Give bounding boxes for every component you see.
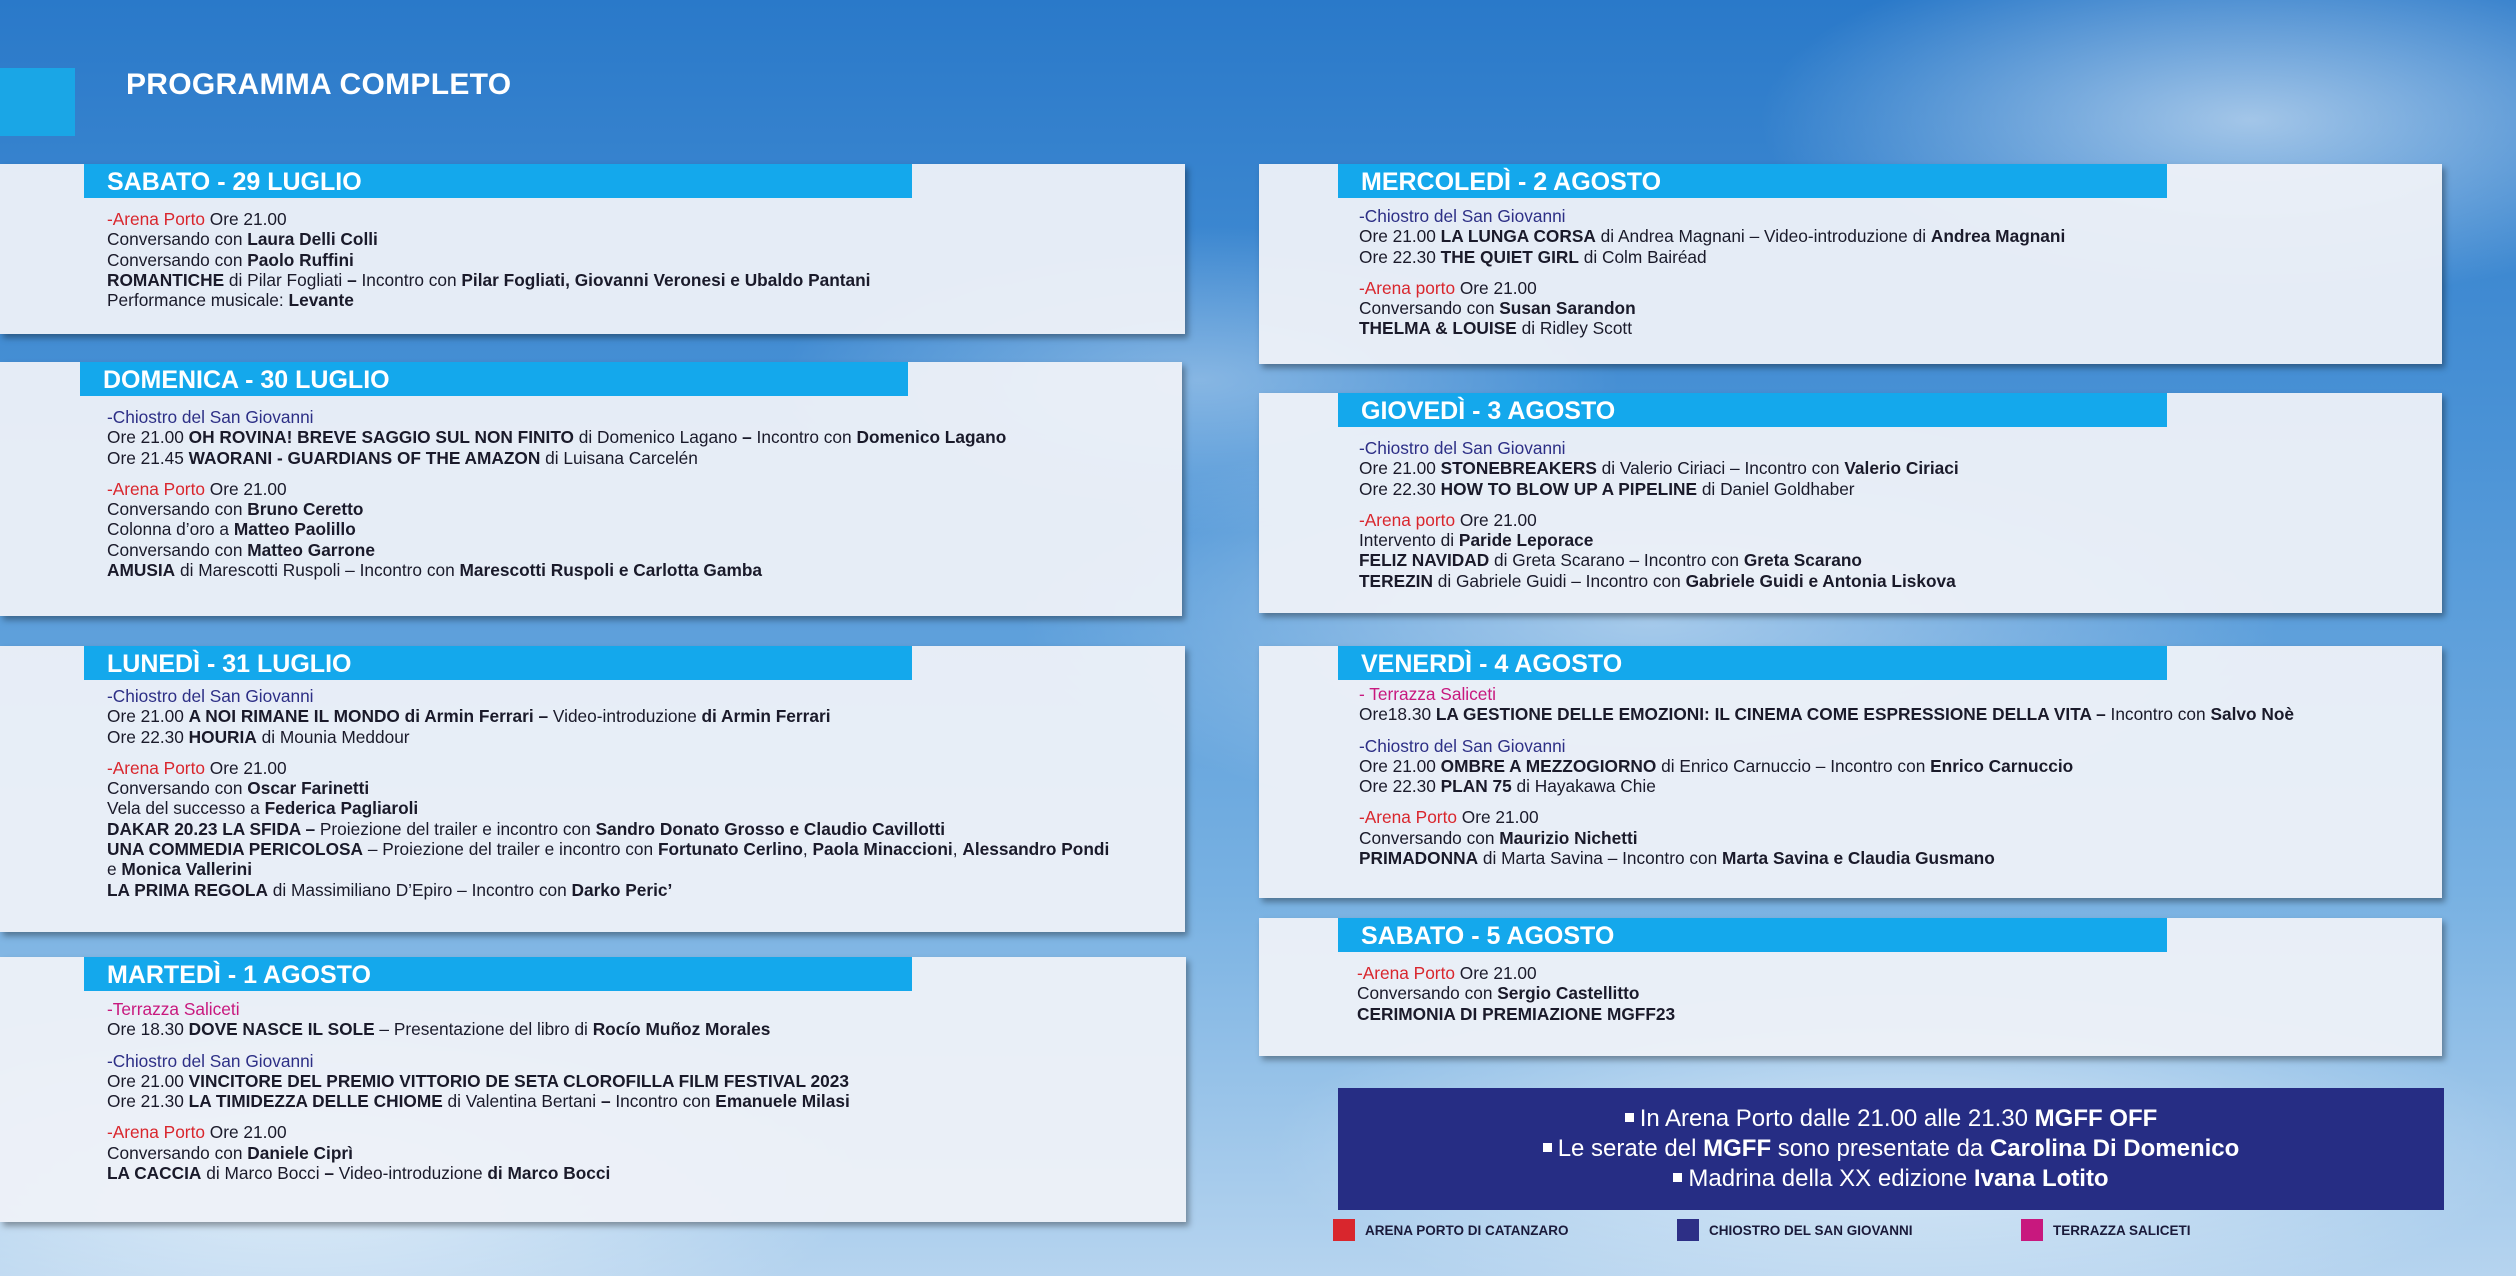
program-line: [1359, 510, 2430, 530]
text-segment: Ore 21.00: [204, 209, 287, 229]
day-title: SABATO - 5 AGOSTO: [1338, 918, 2167, 952]
text-segment: Sergio Castellitto: [1497, 983, 1640, 1004]
spacer: [1359, 499, 2430, 510]
text-segment: Conversando con: [107, 539, 248, 560]
legend-label: ARENA PORTO DI CATANZARO: [1365, 1222, 1569, 1238]
program-line: [1359, 298, 2430, 318]
program-line: [107, 686, 1173, 706]
day-card: [1259, 918, 2442, 1056]
text-segment: di Massimiliano D’Epiro – Incontro con: [267, 879, 572, 900]
program-line: [1359, 530, 2430, 550]
venue-label: -Arena Porto: [1359, 807, 1457, 828]
program-line: [107, 1091, 1174, 1111]
text-segment: Paride Leporace: [1458, 530, 1594, 551]
text-segment: Conversando con: [107, 778, 248, 799]
program-line: [107, 727, 1173, 747]
day-body: [107, 209, 1173, 310]
program-line: [107, 839, 1173, 859]
text-segment: Proiezione del trailer e incontro con: [315, 818, 596, 839]
program-line: [107, 270, 1173, 290]
text-segment: A NOI RIMANE IL MONDO di Armin Ferrari –: [188, 706, 549, 727]
text-segment: Madrina della XX edizione: [1688, 1165, 1974, 1192]
text-segment: Darko Peric’: [571, 879, 673, 900]
day-card: [0, 362, 1182, 616]
program-line: [107, 229, 1173, 249]
text-segment: di Valerio Ciriaci – Incontro con: [1596, 458, 1845, 479]
text-segment: Ore 21.45: [107, 447, 189, 468]
program-line: [107, 560, 1170, 580]
program-line: [107, 1143, 1174, 1163]
program-line: [1359, 226, 2430, 246]
program-line: [107, 859, 1173, 879]
program-line: [107, 290, 1173, 310]
page-title: PROGRAMMA COMPLETO: [126, 68, 512, 101]
text-segment: HOURIA: [188, 726, 257, 747]
text-segment: HOW TO BLOW UP A PIPELINE: [1440, 478, 1698, 499]
day-title: GIOVEDÌ - 3 AGOSTO: [1338, 393, 2167, 427]
text-segment: Ore 21.00: [1359, 458, 1441, 479]
text-segment: di Marco Bocci: [201, 1163, 325, 1184]
text-segment: di Gabriele Guidi – Incontro con: [1432, 570, 1686, 591]
text-segment: THELMA & LOUISE: [1359, 318, 1517, 339]
text-segment: – Presentazione del libro di: [374, 1019, 593, 1040]
text-segment: ,: [802, 839, 813, 860]
text-segment: OMBRE A MEZZOGIORNO: [1440, 755, 1657, 776]
text-segment: Ore 21.00: [1359, 755, 1441, 776]
program-line: [107, 1122, 1174, 1142]
text-segment: Paola Minaccioni: [812, 839, 953, 860]
text-segment: Performance musicale:: [107, 290, 289, 311]
text-segment: di Domenico Lagano: [574, 427, 743, 448]
day-body: [1357, 963, 2430, 1024]
text-segment: Ore 21.00: [204, 478, 287, 499]
text-segment: Valerio Ciriaci: [1844, 458, 1959, 479]
text-segment: Le serate del: [1557, 1135, 1704, 1162]
day-card: [0, 646, 1185, 932]
venue-label: -Chiostro del San Giovanni: [107, 686, 314, 706]
text-segment: Alessandro Pondi: [962, 839, 1110, 860]
text-segment: Conversando con: [107, 499, 248, 520]
day-card: [0, 164, 1185, 334]
text-segment: di Hayakawa Chie: [1511, 776, 1656, 797]
program-line: [107, 1051, 1174, 1071]
text-segment: THE QUIET GIRL: [1440, 246, 1579, 267]
program-line: [1359, 807, 2430, 827]
text-segment: Colonna d’oro a: [107, 519, 234, 540]
text-segment: di Colm Bairéad: [1578, 246, 1707, 267]
text-segment: ,: [952, 839, 963, 860]
text-segment: Andrea Magnani: [1930, 226, 2066, 247]
day-title: MARTEDÌ - 1 AGOSTO: [84, 957, 912, 991]
text-segment: Enrico Carnuccio: [1930, 755, 2074, 776]
text-segment: Ore 21.00: [1456, 807, 1539, 828]
venue-label: -Arena Porto: [1357, 963, 1455, 983]
text-segment: di Marco Bocci: [487, 1163, 611, 1184]
text-segment: VINCITORE DEL PREMIO VITTORIO DE SETA CLOROFILLA FILM FESTIVAL 2023: [188, 1070, 849, 1091]
text-segment: di Armin Ferrari: [701, 706, 831, 727]
venue-label: - Terrazza Saliceti: [1359, 684, 1497, 704]
text-segment: Ore 21.00: [204, 757, 287, 778]
text-segment: di Greta Scarano – Incontro con: [1489, 550, 1744, 571]
text-segment: di Daniel Goldhaber: [1697, 478, 1855, 499]
program-line: [1359, 318, 2430, 338]
info-line: [1338, 1104, 2444, 1134]
text-segment: Laura Delli Colli: [247, 229, 378, 250]
text-segment: Matteo Paolillo: [233, 519, 356, 540]
spacer: [1359, 725, 2430, 736]
program-line: [107, 1071, 1174, 1091]
program-line: [1359, 828, 2430, 848]
text-segment: LA GESTIONE DELLE EMOZIONI: IL CINEMA COME ESPRESSIONE DELLA VITA –: [1435, 704, 2106, 725]
program-line: [107, 499, 1170, 519]
text-segment: di Luisana Carcelén: [540, 447, 698, 468]
text-segment: TEREZIN: [1359, 570, 1433, 591]
day-title: DOMENICA - 30 LUGLIO: [80, 362, 908, 396]
program-line: [107, 427, 1170, 447]
text-segment: Ore 21.30: [107, 1091, 189, 1112]
text-segment: Ore 22.30: [107, 726, 189, 747]
text-segment: Ore 22.30: [1359, 478, 1441, 499]
program-line: [107, 880, 1173, 900]
text-segment: STONEBREAKERS: [1440, 458, 1597, 479]
day-title: MERCOLEDÌ - 2 AGOSTO: [1338, 164, 2167, 198]
text-segment: Marta Savina e Claudia Gusmano: [1722, 848, 1995, 869]
text-segment: Marescotti Ruspoli e Carlotta Gamba: [459, 560, 762, 581]
text-segment: Rocío Muñoz Morales: [592, 1019, 771, 1040]
day-title: LUNEDÌ - 31 LUGLIO: [84, 646, 912, 680]
text-segment: Conversando con: [1359, 827, 1500, 848]
text-segment: Incontro con: [610, 1091, 716, 1112]
text-segment: Oscar Farinetti: [247, 778, 370, 799]
venue-label: -Arena Porto: [107, 1122, 205, 1143]
text-segment: PRIMADONNA: [1359, 848, 1479, 869]
text-segment: Video-introduzione: [333, 1163, 488, 1184]
day-card: [1259, 164, 2442, 364]
text-segment: PLAN 75: [1440, 776, 1512, 797]
text-segment: di Pilar Fogliati: [224, 269, 348, 290]
text-segment: –: [742, 427, 752, 448]
text-segment: Ore 21.00: [107, 706, 189, 727]
text-segment: Ore 18.30: [107, 1019, 189, 1040]
venue-label: -Chiostro del San Giovanni: [107, 1050, 314, 1071]
legend-label: CHIOSTRO DEL SAN GIOVANNI: [1709, 1222, 1913, 1238]
program-line: [1359, 247, 2430, 267]
text-segment: Susan Sarandon: [1499, 298, 1636, 319]
program-line: [107, 1019, 1174, 1039]
text-segment: Incontro con: [751, 427, 857, 448]
text-segment: Matteo Garrone: [247, 539, 375, 560]
program-line: [107, 407, 1170, 427]
text-segment: Carolina Di Domenico: [1989, 1135, 2240, 1162]
spacer: [1359, 796, 2430, 807]
legend-item-arena: [1333, 1218, 1569, 1242]
program-line: [107, 209, 1173, 229]
program-line: [1359, 458, 2430, 478]
program-line: [1357, 1004, 2430, 1024]
text-segment: LA PRIMA REGOLA: [107, 879, 268, 900]
text-segment: Emanuele Milasi: [715, 1091, 850, 1112]
venue-label: -Arena Porto: [107, 209, 205, 229]
text-segment: Vela del successo a: [107, 798, 265, 819]
text-segment: Bruno Ceretto: [247, 499, 364, 520]
venue-label: -Arena Porto: [107, 757, 205, 778]
text-segment: –: [600, 1091, 611, 1112]
bullet-square-icon: [1625, 1113, 1634, 1122]
program-line: [1359, 776, 2430, 796]
text-segment: di Ridley Scott: [1516, 318, 1633, 339]
spacer: [107, 747, 1173, 758]
text-segment: Ivana Lotito: [1973, 1165, 2109, 1192]
program-line: [1359, 206, 2430, 226]
day-body: [107, 999, 1174, 1183]
text-segment: Conversando con: [107, 229, 248, 250]
info-box: [1338, 1088, 2444, 1210]
program-line: [107, 250, 1173, 270]
venue-label: -Chiostro del San Giovanni: [1359, 206, 1566, 226]
day-body: [107, 686, 1173, 900]
text-segment: Monica Vallerini: [121, 859, 253, 880]
spacer: [107, 468, 1170, 479]
text-segment: Conversando con: [1359, 298, 1500, 319]
text-segment: Gabriele Guidi e Antonia Liskova: [1685, 570, 1956, 591]
legend-item-terrazza: [2021, 1218, 2191, 1242]
venue-label: -Chiostro del San Giovanni: [107, 407, 314, 427]
text-segment: Levante: [288, 290, 354, 311]
legend-item-chiostro: [1677, 1218, 1913, 1242]
text-segment: di Andrea Magnani – Video-introduzione di: [1595, 226, 1931, 247]
title-accent-block: [0, 68, 75, 136]
text-segment: LA TIMIDEZZA DELLE CHIOME: [188, 1091, 443, 1112]
text-segment: In Arena Porto dalle 21.00 alle 21.30: [1639, 1105, 2035, 1132]
day-title: SABATO - 29 LUGLIO: [84, 164, 912, 198]
bullet-square-icon: [1673, 1173, 1682, 1182]
program-line: [1359, 704, 2430, 724]
text-segment: Ore 21.00: [1455, 509, 1537, 530]
text-segment: Incontro con: [2105, 704, 2211, 725]
program-line: [1359, 438, 2430, 458]
legend-label: TERRAZZA SALICETI: [2053, 1222, 2191, 1238]
program-line: [107, 758, 1173, 778]
text-segment: OH ROVINA! BREVE SAGGIO SUL NON FINITO: [188, 427, 574, 448]
text-segment: Ore 21.00: [1359, 226, 1441, 247]
venue-label: -Terrazza Saliceti: [107, 999, 240, 1019]
program-line: [1357, 983, 2430, 1003]
venue-label: -Arena Porto: [107, 478, 205, 499]
day-body: [1359, 206, 2430, 339]
program-line: [107, 1163, 1174, 1183]
text-segment: Ore 21.00: [107, 427, 189, 448]
text-segment: LA LUNGA CORSA: [1440, 226, 1596, 247]
text-segment: WAORANI - GUARDIANS OF THE AMAZON: [188, 447, 541, 468]
text-segment: UNA COMMEDIA PERICOLOSA: [107, 839, 364, 860]
program-line: [1359, 550, 2430, 570]
text-segment: Paolo Ruffini: [247, 249, 354, 270]
text-segment: –: [347, 269, 357, 290]
text-segment: –: [324, 1163, 334, 1184]
text-segment: Conversando con: [107, 1142, 248, 1163]
program-line: [107, 706, 1173, 726]
text-segment: Conversando con: [107, 249, 248, 270]
text-segment: AMUSIA: [107, 560, 176, 581]
text-segment: sono presentate da: [1771, 1135, 1990, 1162]
text-segment: – Proiezione del trailer e incontro con: [363, 839, 658, 860]
text-segment: Video-introduzione: [548, 706, 702, 727]
text-segment: e: [107, 859, 122, 880]
text-segment: Greta Scarano: [1743, 550, 1862, 571]
day-title: VENERDÌ - 4 AGOSTO: [1338, 646, 2167, 680]
program-line: [1359, 756, 2430, 776]
program-line: [107, 819, 1173, 839]
text-segment: Incontro con: [356, 269, 462, 290]
text-segment: MGFF: [1703, 1135, 1772, 1162]
program-line: [1359, 848, 2430, 868]
text-segment: Ore18.30: [1359, 704, 1436, 725]
text-segment: Maurizio Nichetti: [1499, 827, 1638, 848]
text-segment: Ore 22.30: [1359, 776, 1441, 797]
text-segment: CERIMONIA DI PREMIAZIONE MGFF23: [1357, 1003, 1676, 1024]
program-line: [1359, 684, 2430, 704]
text-segment: Ore 21.00: [1454, 963, 1537, 983]
program-line: [107, 999, 1174, 1019]
text-segment: Ore 21.00: [1455, 277, 1537, 298]
text-segment: MGFF OFF: [2034, 1105, 2158, 1132]
text-segment: Daniele Ciprì: [247, 1142, 353, 1163]
program-line: [1359, 278, 2430, 298]
program-line: [1359, 479, 2430, 499]
info-line: [1338, 1164, 2444, 1194]
text-segment: Ore 21.00: [204, 1122, 287, 1143]
program-line: [107, 519, 1170, 539]
text-segment: Domenico Lagano: [856, 427, 1007, 448]
legend-swatch: [2021, 1219, 2043, 1241]
text-segment: Sandro Donato Grosso e Claudio Cavillotti: [595, 818, 946, 839]
day-card: [1259, 646, 2442, 898]
day-card: [0, 957, 1186, 1222]
text-segment: ROMANTICHE: [107, 269, 225, 290]
program-line: [107, 778, 1173, 798]
program-line: [1357, 963, 2430, 983]
day-body: [1359, 684, 2430, 868]
program-line: [107, 540, 1170, 560]
program-line: [107, 448, 1170, 468]
day-body: [107, 407, 1170, 580]
text-segment: Salvo Noè: [2210, 704, 2294, 725]
program-line: [107, 798, 1173, 818]
venue-label: -Arena porto: [1359, 509, 1456, 530]
program-line: [107, 479, 1170, 499]
info-line: [1338, 1134, 2444, 1164]
venue-label: -Chiostro del San Giovanni: [1359, 735, 1566, 756]
text-segment: di Enrico Carnuccio – Incontro con: [1656, 755, 1931, 776]
program-line: [1359, 736, 2430, 756]
text-segment: di Valentina Bertani: [442, 1091, 601, 1112]
venue-label: -Chiostro del San Giovanni: [1359, 438, 1566, 458]
legend-swatch: [1333, 1219, 1355, 1241]
day-body: [1359, 438, 2430, 591]
text-segment: LA CACCIA: [107, 1163, 202, 1184]
text-segment: Pilar Fogliati, Giovanni Veronesi e Ubaldo Pantani: [461, 269, 871, 290]
legend-swatch: [1677, 1219, 1699, 1241]
text-segment: DAKAR 20.23 LA SFIDA –: [107, 818, 316, 839]
text-segment: Ore 21.00: [107, 1070, 189, 1091]
day-card: [1259, 393, 2442, 613]
spacer: [107, 1040, 1174, 1051]
text-segment: di Marescotti Ruspoli – Incontro con: [175, 560, 460, 581]
text-segment: Federica Pagliaroli: [264, 798, 419, 819]
text-segment: di Marta Savina – Incontro con: [1478, 848, 1723, 869]
text-segment: Conversando con: [1357, 983, 1498, 1004]
text-segment: Fortunato Cerlino: [657, 839, 803, 860]
bullet-square-icon: [1543, 1143, 1552, 1152]
venue-label: -Arena porto: [1359, 277, 1456, 298]
program-line: [1359, 571, 2430, 591]
spacer: [107, 1111, 1174, 1122]
text-segment: Ore 22.30: [1359, 246, 1441, 267]
text-segment: Intervento di: [1359, 530, 1459, 551]
text-segment: FELIZ NAVIDAD: [1359, 550, 1490, 571]
spacer: [1359, 267, 2430, 278]
text-segment: di Mounia Meddour: [256, 726, 410, 747]
text-segment: DOVE NASCE IL SOLE: [188, 1019, 375, 1040]
